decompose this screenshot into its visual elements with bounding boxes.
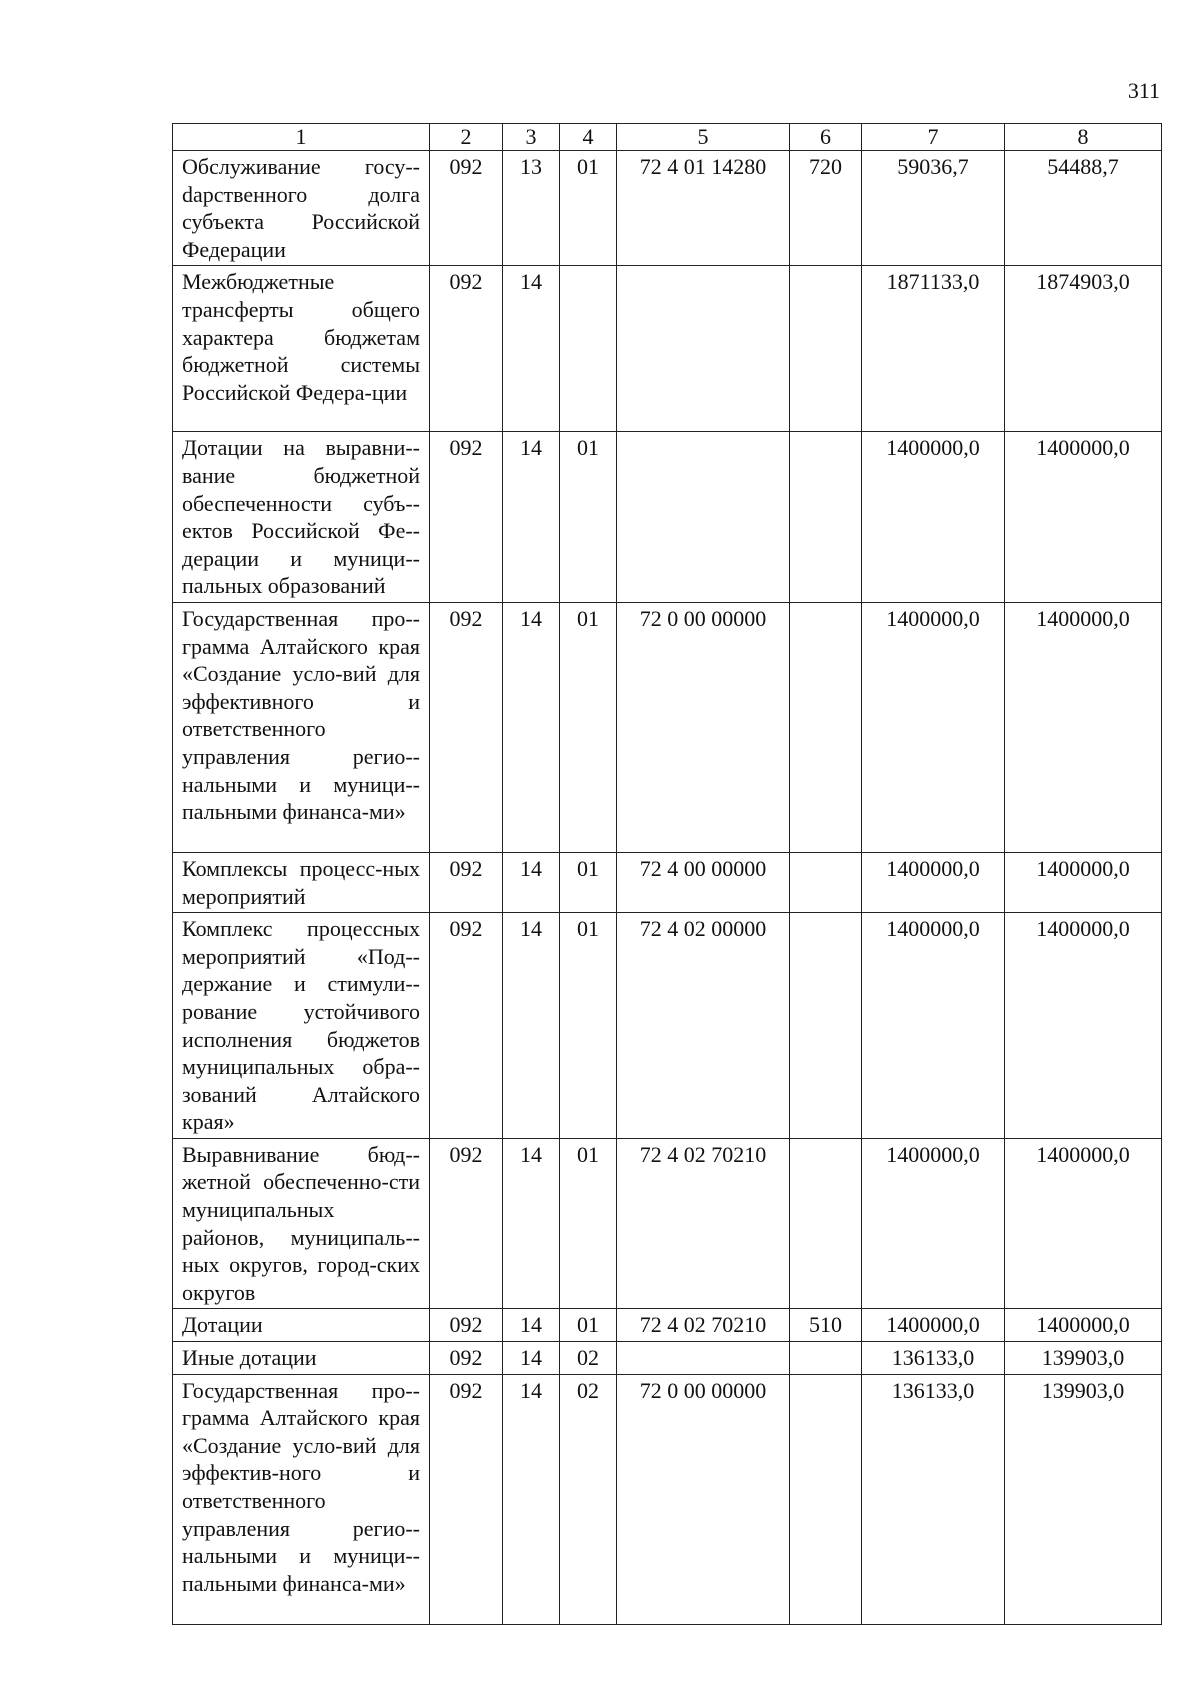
cell-col-2: 092 <box>430 266 503 432</box>
cell-col-5: 72 4 01 14280 <box>617 151 790 266</box>
cell-col-6 <box>790 1138 862 1309</box>
row-name: Межбюджетные трансферты общего характера бюджетам бюджетной системы Российской Федера-ции <box>173 266 430 432</box>
cell-col-2: 092 <box>430 852 503 912</box>
column-header-3: 3 <box>503 124 560 151</box>
cell-col-6 <box>790 852 862 912</box>
cell-col-7: 1400000,0 <box>862 1309 1005 1342</box>
table-row <box>173 1374 1162 1624</box>
row-name: Иные дотации <box>173 1342 430 1375</box>
cell-col-4: 02 <box>560 1342 617 1375</box>
cell-col-5 <box>617 266 790 432</box>
cell-col-7: 1871133,0 <box>862 266 1005 432</box>
cell-col-6 <box>790 913 862 1139</box>
table-row <box>173 432 1162 603</box>
cell-col-5: 72 0 00 00000 <box>617 1374 790 1624</box>
cell-col-2: 092 <box>430 1309 503 1342</box>
cell-col-7: 136133,0 <box>862 1374 1005 1624</box>
cell-col-6 <box>790 602 862 852</box>
cell-col-3: 14 <box>503 1309 560 1342</box>
cell-col-8: 1400000,0 <box>1005 852 1162 912</box>
cell-col-7: 1400000,0 <box>862 852 1005 912</box>
table-row <box>173 1138 1162 1309</box>
cell-col-2: 092 <box>430 602 503 852</box>
cell-col-6 <box>790 432 862 603</box>
cell-col-2: 092 <box>430 1138 503 1309</box>
cell-col-6: 510 <box>790 1309 862 1342</box>
row-name: Обслуживание госу-dарственного долга субъекта Российской Федерации <box>173 151 430 266</box>
row-name: Дотации <box>173 1309 430 1342</box>
cell-col-4: 01 <box>560 432 617 603</box>
row-name: Государственная про-грамма Алтайского края «Создание усло-вий для эффективного и ответственного управления регио-нальными и муници-пальными финанса-ми» <box>173 602 430 852</box>
cell-col-2: 092 <box>430 151 503 266</box>
budget-table <box>172 123 1162 1625</box>
cell-col-3: 14 <box>503 432 560 603</box>
cell-col-4: 01 <box>560 1309 617 1342</box>
cell-col-8: 139903,0 <box>1005 1374 1162 1624</box>
table-row <box>173 852 1162 912</box>
header-row <box>173 124 1162 151</box>
cell-col-5: 72 4 02 70210 <box>617 1138 790 1309</box>
cell-col-4 <box>560 266 617 432</box>
row-name: Комплекс процессных мероприятий «Под-держание и стимули-рование устойчивого исполнения бюджетов муниципальных обра-зований Алтайского края» <box>173 913 430 1139</box>
cell-col-5 <box>617 432 790 603</box>
cell-col-8: 1400000,0 <box>1005 602 1162 852</box>
cell-col-8: 1874903,0 <box>1005 266 1162 432</box>
column-header-2: 2 <box>430 124 503 151</box>
cell-col-8: 1400000,0 <box>1005 913 1162 1139</box>
cell-col-8: 1400000,0 <box>1005 432 1162 603</box>
column-header-7: 7 <box>862 124 1005 151</box>
cell-col-8: 1400000,0 <box>1005 1138 1162 1309</box>
column-header-8: 8 <box>1005 124 1162 151</box>
cell-col-3: 13 <box>503 151 560 266</box>
cell-col-4: 01 <box>560 1138 617 1309</box>
cell-col-7: 1400000,0 <box>862 1138 1005 1309</box>
cell-col-4: 01 <box>560 151 617 266</box>
row-name: Дотации на выравни-вание бюджетной обеспеченности субъ-ектов Российской Фе-дерации и муници-пальных образований <box>173 432 430 603</box>
cell-col-7: 136133,0 <box>862 1342 1005 1375</box>
row-name: Комплексы процесс-ных мероприятий <box>173 852 430 912</box>
cell-col-5: 72 4 02 00000 <box>617 913 790 1139</box>
cell-col-6 <box>790 266 862 432</box>
cell-col-5 <box>617 1342 790 1375</box>
column-header-1: 1 <box>173 124 430 151</box>
cell-col-7: 1400000,0 <box>862 432 1005 603</box>
cell-col-5: 72 4 00 00000 <box>617 852 790 912</box>
table-row <box>173 266 1162 432</box>
table-row <box>173 1309 1162 1342</box>
cell-col-2: 092 <box>430 1374 503 1624</box>
column-header-5: 5 <box>617 124 790 151</box>
cell-col-7: 1400000,0 <box>862 913 1005 1139</box>
cell-col-4: 01 <box>560 913 617 1139</box>
column-header-6: 6 <box>790 124 862 151</box>
cell-col-4: 02 <box>560 1374 617 1624</box>
cell-col-5: 72 4 02 70210 <box>617 1309 790 1342</box>
cell-col-4: 01 <box>560 852 617 912</box>
cell-col-8: 54488,7 <box>1005 151 1162 266</box>
cell-col-3: 14 <box>503 266 560 432</box>
table-row <box>173 602 1162 852</box>
cell-col-3: 14 <box>503 913 560 1139</box>
row-name: Выравнивание бюд-жетной обеспеченно-сти муниципальных районов, муниципаль-ных округов, город-ских округов <box>173 1138 430 1309</box>
cell-col-6 <box>790 1342 862 1375</box>
table-row <box>173 1342 1162 1375</box>
cell-col-6 <box>790 1374 862 1624</box>
cell-col-7: 1400000,0 <box>862 602 1005 852</box>
table-row <box>173 913 1162 1139</box>
table-row <box>173 151 1162 266</box>
cell-col-3: 14 <box>503 1342 560 1375</box>
cell-col-3: 14 <box>503 1138 560 1309</box>
column-header-4: 4 <box>560 124 617 151</box>
cell-col-7: 59036,7 <box>862 151 1005 266</box>
cell-col-8: 139903,0 <box>1005 1342 1162 1375</box>
cell-col-3: 14 <box>503 1374 560 1624</box>
cell-col-2: 092 <box>430 1342 503 1375</box>
row-name: Государственная про-грамма Алтайского края «Создание усло-вий для эффектив-ного и ответственного управления регио-нальными и муници-пальными финанса-ми» <box>173 1374 430 1624</box>
cell-col-8: 1400000,0 <box>1005 1309 1162 1342</box>
cell-col-5: 72 0 00 00000 <box>617 602 790 852</box>
cell-col-2: 092 <box>430 913 503 1139</box>
page-number: 311 <box>1127 78 1160 103</box>
cell-col-6: 720 <box>790 151 862 266</box>
cell-col-3: 14 <box>503 852 560 912</box>
cell-col-2: 092 <box>430 432 503 603</box>
cell-col-4: 01 <box>560 602 617 852</box>
cell-col-3: 14 <box>503 602 560 852</box>
